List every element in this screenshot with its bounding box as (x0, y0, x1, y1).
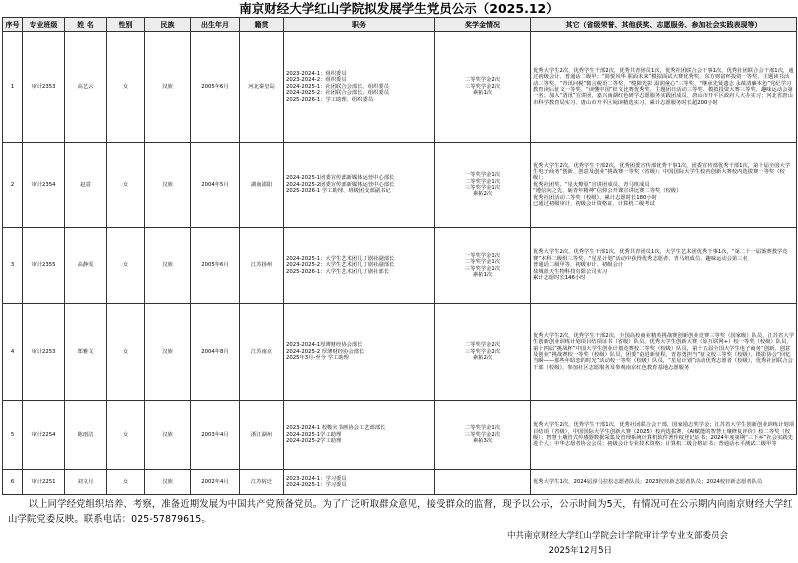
issue-date: 2025年12月5日 (548, 546, 612, 556)
cell-seq: 5 (3, 401, 23, 470)
cell-birth: 2005年6月 (191, 32, 240, 143)
candidate-table (2, 17, 797, 495)
header-class: 专业班级 (23, 18, 65, 32)
cell-class: 审计2253 (23, 304, 65, 401)
table-row (3, 32, 797, 143)
cell-origin: 江苏南京 (240, 304, 284, 401)
cell-class: 审计2353 (23, 32, 65, 143)
cell-birth: 2004年5月 (191, 143, 240, 228)
cell-positions (284, 143, 435, 228)
cell-gender: 女 (107, 32, 145, 143)
issuing-organization: 中共南京财经大学红山学院会计学院审计学专业支部委员会 (506, 531, 728, 541)
cell-scholarship (435, 304, 531, 401)
cell-ethnicity: 汉族 (145, 470, 191, 495)
positions-text: 2023-2024-1：学习委员 2024-2025-1：学习委员 (286, 475, 347, 488)
cell-name: 刘文月 (65, 470, 107, 495)
cell-birth: 2004年8月 (191, 304, 240, 401)
honors-text: 优秀大学生2次，优秀学生干部2次，优秀团委宣传部优秀干事1次，团委宣传部优秀干部1次，第十届全国大学生电子商务“创新、创意及创业”挑战赛一等奖（省级）；中国国际大学生校内创新大赛校内选拔赛一等奖（校级）； 优秀社团奖、“星火燎原”宣讲团成员、青马班成员 “遵信向之先，砺青年精神”信仰公开课宣讲比赛二等奖（校级） 优秀社团活动二等奖（校级）、累计志愿时长180小时 已通过初级审计、初级会计资格证、计算机二级考试 (533, 162, 791, 208)
cell-positions (284, 304, 435, 401)
cell-class: 审计2354 (23, 143, 65, 228)
honors-text: 优秀大学生2次，优秀学生干部2次，优秀共青团员1次，优秀社团联合会干事1次，优秀社团联合会干部1次，通过初级会计、普通话二级甲；“简悦风华 职面未来”模拟面试大赛优秀奖、东方财富杯投资一等奖、主题读书活动三等奖、“青讯问税”微言税语二等奖、“缝隙光影 温润童心”三等奖、“继承先贤遗志 永葆清廉本色”党纪学习教育读后征文一等奖、“读懂中国”征文比赛优秀奖、主题团日活动三等奖、模拟投资大赛三等奖、趣味运动会第一名；加入“清讯”宣讲团、嘉兴南湖红色研学志愿服务实践团成员、唐山市开平区政府人大办实习；河北省唐山市科学教育局实习、唐山市开平区阅读精选实习，累计志愿服务时长超200小时 (533, 67, 794, 106)
table-row (3, 401, 797, 470)
cell-ethnicity: 汉族 (145, 304, 191, 401)
cell-gender: 女 (107, 304, 145, 401)
cell-seq: 4 (3, 304, 23, 401)
header-name: 姓 名 (65, 18, 107, 32)
scholarship-text: 一等奖学金1次 二等奖学金1次 三等奖学金1次 素拓2次 (464, 172, 501, 198)
cell-honors (531, 401, 797, 470)
page-title: 南京财经大学红山学院拟发展学生党员公示（2025.12） (239, 1, 559, 16)
cell-positions (284, 228, 435, 304)
cell-seq: 2 (3, 143, 23, 228)
table-row (3, 470, 797, 495)
cell-birth: 2002年4月 (191, 470, 240, 495)
cell-positions (284, 470, 435, 495)
cell-seq: 6 (3, 470, 23, 495)
cell-name: 赵意 (65, 143, 107, 228)
positions-text: 2023-2024-1 校鞍火书画协会工艺部部长 2024-2025-1学工助理 2024-2025-2学工助理 (286, 425, 386, 445)
header-positions: 职务 (284, 18, 435, 32)
cell-origin: 河北秦皇岛 (240, 32, 284, 143)
cell-seq: 3 (3, 228, 23, 304)
cell-honors (531, 143, 797, 228)
scholarship-text: 一等奖学金1次 二等奖学金1次 三等奖学金1次 素拓1次 (464, 252, 501, 278)
cell-birth: 2003年4月 (191, 401, 240, 470)
positions-text: 2023-2024-1厚薄财经协会部长 2024-2025-2 厚薄财经协会部长 2025年3月-至今 学工助理 (286, 342, 365, 362)
header-scholarship: 奖学金情况 (435, 18, 531, 32)
honors-text: 优秀大学生1次，2024届淳马拉松志愿者队员；2023校径新志愿者队员；2024校径新志愿者队员 (533, 478, 763, 485)
header-seq: 序号 (3, 18, 23, 32)
cell-name: 高静雯 (65, 228, 107, 304)
cell-gender: 女 (107, 401, 145, 470)
honors-text: 优秀大学生2次，优秀学生干部1次，优秀共青团员1次，大学生艺术团优秀干事1次，“第二十一届鉴赛教学竞赛”本科二级组三等奖，“星星计划”活动中获得优秀志愿者、青马班成员、趣味运动会第三名 普通话二级甲等、初级审计、初级会计 盐城蓝天生物科技有限公司实习 累计志愿时长146小时 (533, 249, 788, 282)
cell-honors (531, 304, 797, 401)
header-gender: 性别 (107, 18, 145, 32)
cell-ethnicity: 汉族 (145, 32, 191, 143)
cell-name: 郑雅文 (65, 304, 107, 401)
header-origin: 籍贯 (240, 18, 284, 32)
scholarship-text: 二等奖学金2次 三等奖学金2次 素拓2次 (464, 342, 501, 362)
cell-name: 陈雨洁 (65, 401, 107, 470)
honors-text: 优秀大学生2次，优秀学生干部1次，优秀社团联合会干部，国家励志奖学金；江苏省大学生创新创业训练计划项目结项（省级），中国国际大学生创新大赛（2025）校内选拔赛，《AI赋能的智慧土壤修复评价》校二等奖（校级）；智慧土壤管式传感器数据采集及管理系统计算机软件著作权登记证书；2024年度第期“三下乡”社会实践先进个人；中华志愿者协会会员；初级会计专业技术资格；计算机二级合格证书；普通话水平测试二级甲等 (533, 422, 794, 448)
positions-text: 2024-2025-1：大学生艺术团几丁剧社副部长 2024-2025-2：大学生艺术团几丁剧社副部长 2025-2026-1：大学生艺术团几丁剧社部长 (286, 255, 395, 275)
cell-gender: 女 (107, 228, 145, 304)
cell-ethnicity: 汉族 (145, 228, 191, 304)
cell-class: 审计2254 (23, 401, 65, 470)
cell-origin: 湖南邵阳 (240, 143, 284, 228)
cell-scholarship (435, 401, 531, 470)
cell-positions (284, 32, 435, 143)
cell-seq: 1 (3, 32, 23, 143)
table-row (3, 228, 797, 304)
table-row (3, 143, 797, 228)
cell-scholarship (435, 32, 531, 143)
cell-ethnicity: 汉族 (145, 143, 191, 228)
header-ethnicity: 民族 (145, 18, 191, 32)
cell-gender: 女 (107, 143, 145, 228)
header-birth: 出生年月 (191, 18, 240, 32)
cell-scholarship (435, 143, 531, 228)
cell-gender: 女 (107, 470, 145, 495)
positions-text: 2023-2024-1：组织委员 2023-2024-2：组织委员 2024-2025-1：社团联合会部长、组织委员 2024-2025-2：社团联合会部长、组织委员 2025-2026-1：学工助理、组织委员 (286, 70, 390, 103)
cell-honors (531, 32, 797, 143)
cell-ethnicity: 汉族 (145, 401, 191, 470)
cell-birth: 2005年6月 (191, 228, 240, 304)
notice-paragraph: 以上同学经党组织培养、考察，准备近期发展为中国共产党预备党员。为了广泛听取群众意见，接受群众的监督，现予以公示，公示时间为5天，有情况可在公示期内向南京财经大学红山学院党委反映。联系电话：025-57879615。 (8, 499, 793, 525)
cell-origin: 浙江湖州 (240, 401, 284, 470)
cell-name: 高艺云 (65, 32, 107, 143)
cell-positions (284, 401, 435, 470)
honors-text: 优秀大学生2次，优秀学生干部2次，全国高校商业精英挑战赛创新创业竞赛三等奖（国家级）队员，江苏省大学生创新创业训练计划项目结项证书（省级）队员，优秀大学生创新大赛（原互联网+）校一等奖（校级）队员，第十四届“挑战杯”中国大学生创业计划竞赛校二等奖（校级）队员，第十五届全国大学生电子商务“创新、创意及创业”挑战赛校一等奖（校级）队员，团委“奋进新征程，青春勇担当”征文校三等奖（校级），摄影协会“回忆当瞬——那些年暗恋的时光”活动校一等奖（校级）队员，“星星计划”活动优秀志愿者（校级），优秀社团联合会干部（校级），参加社区志愿服务及参观南京红色教育基地志愿服务 (533, 332, 794, 371)
cell-class: 审计2355 (23, 228, 65, 304)
cell-scholarship (435, 470, 531, 495)
cell-origin: 江苏宿迁 (240, 470, 284, 495)
cell-honors (531, 470, 797, 495)
cell-honors (531, 228, 797, 304)
header-honors: 其它（省级荣誉、其他获奖、志愿服务、参加社会实践表现等） (531, 18, 797, 32)
cell-class: 审计2251 (23, 470, 65, 495)
scholarship-text: 二等奖学金1次 三等奖学金2次 素拓3次 (464, 425, 501, 445)
positions-text: 2024-2025-1团委宣传部新媒体运营中心部长 2024-2025-2团委宣传部新媒体运营中心部长 2025-2026-1 学工助理、班级团支部副书记 (286, 175, 395, 195)
cell-scholarship (435, 228, 531, 304)
table-row (3, 304, 797, 401)
cell-origin: 江苏扬州 (240, 228, 284, 304)
table-header-row (3, 18, 797, 32)
scholarship-text: 二等奖学金2次 三等奖学金2次 素拓1次 (464, 77, 501, 97)
